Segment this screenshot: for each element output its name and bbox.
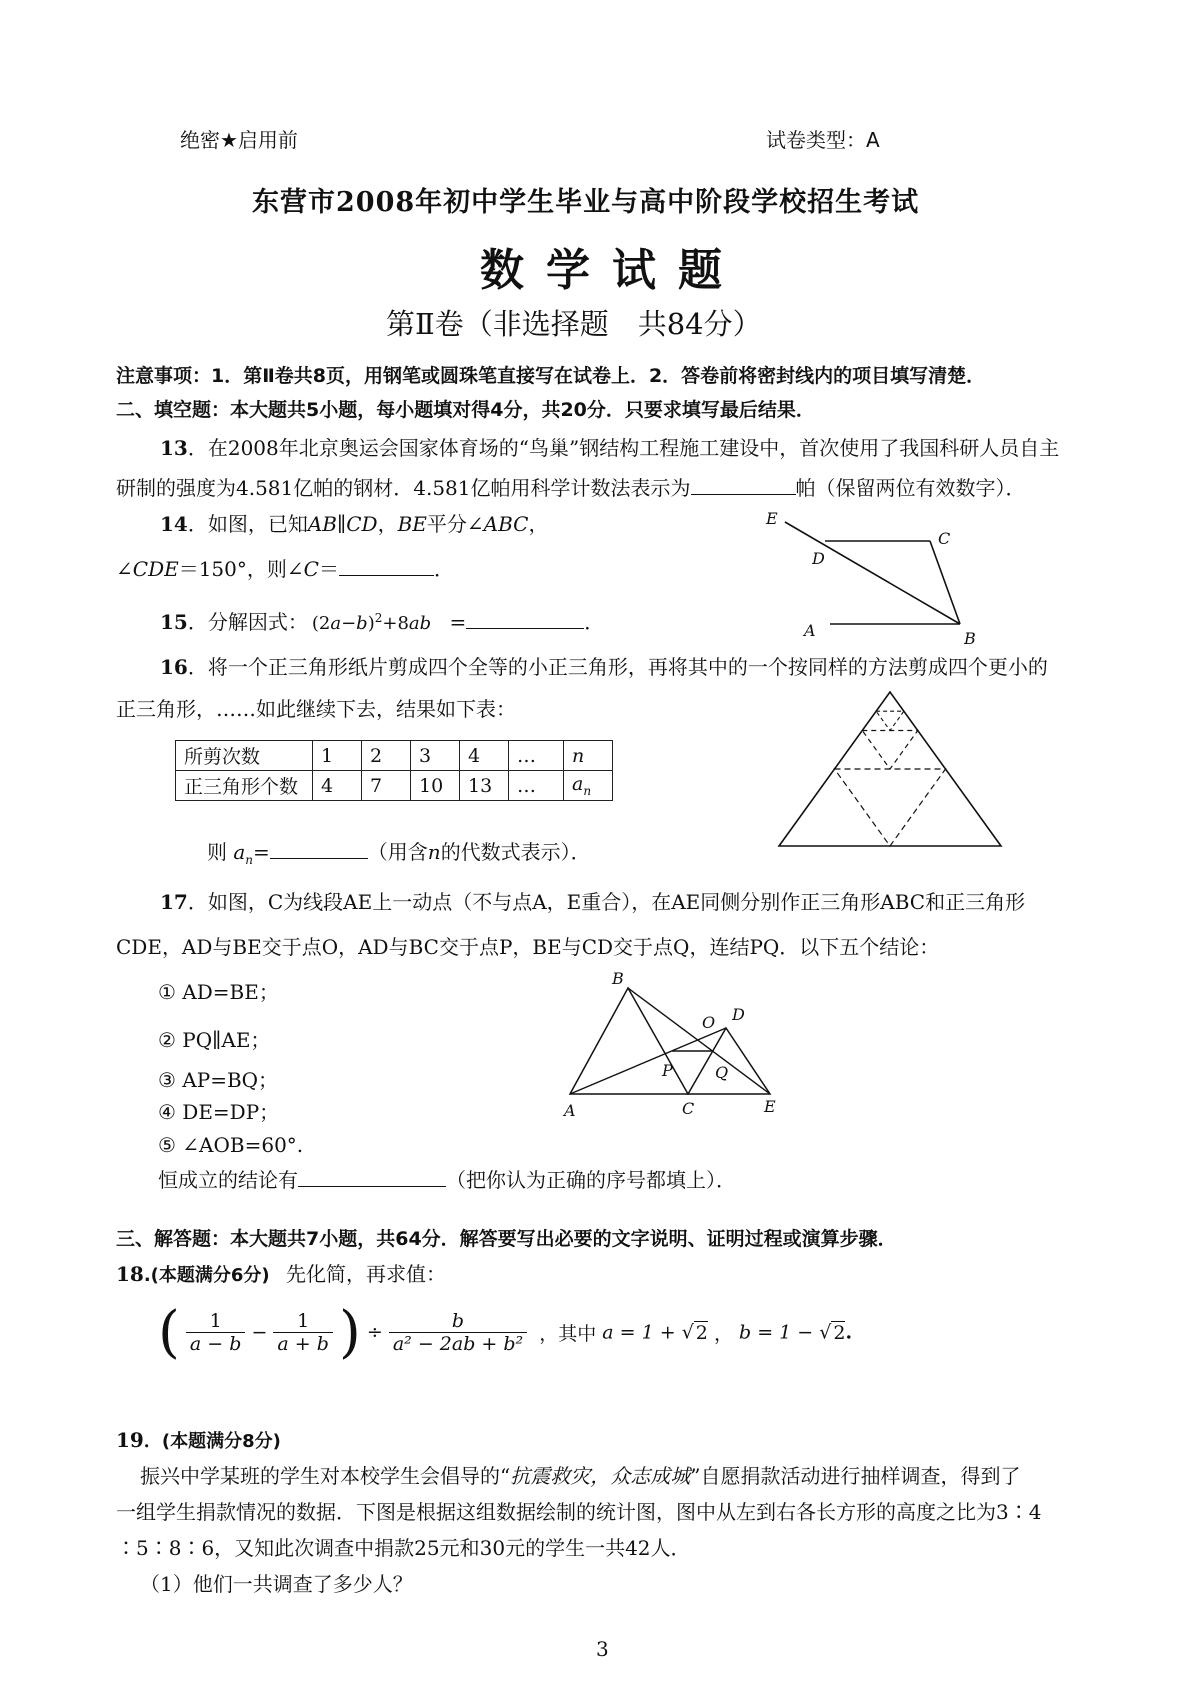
q14-ab-parallel-cd: AB∥CD xyxy=(307,512,378,536)
q19-line3: ∶5∶8∶6，又知此次调查中捐款25元和30元的学生一共42人． xyxy=(116,1536,691,1560)
q17-label-b: B xyxy=(612,970,624,988)
q16-ans-var: a xyxy=(233,840,246,864)
q18-expression xyxy=(158,1300,852,1365)
q14-label-b: B xyxy=(964,629,976,648)
q16-level1-triangle xyxy=(835,769,946,846)
q13-text2b: 帕（保留两位有效数字）． xyxy=(795,476,1026,500)
q15-var-a: a xyxy=(330,613,342,634)
q14-cde: CDE xyxy=(132,557,179,581)
q17-conclusion-1: ① AD=BE； xyxy=(158,980,279,1004)
q15-end: ． xyxy=(584,610,605,634)
q13-answer-blank[interactable] xyxy=(691,474,796,495)
q14-figure xyxy=(750,508,980,648)
q16-cell: n xyxy=(564,741,613,771)
q14-comma2: ， xyxy=(528,512,549,536)
q16-answer-line xyxy=(207,838,591,872)
q16-cell: … xyxy=(509,741,564,771)
q16-cell-an xyxy=(564,771,613,801)
q16-cell: 2 xyxy=(362,741,411,771)
table-row xyxy=(176,771,613,801)
q16-cell: … xyxy=(509,771,564,801)
q16-line2: 正三角形，……如此继续下去，结果如下表： xyxy=(116,697,516,721)
q14-c: C xyxy=(303,557,319,581)
q19-score: ．(本题满分8分) xyxy=(143,1431,281,1452)
q19-line1 xyxy=(140,1464,1020,1488)
page-number: 3 xyxy=(596,1637,609,1661)
q17-conclusion-2: ② PQ∥AE； xyxy=(158,1028,271,1052)
q14-comma: ， xyxy=(377,512,398,536)
q18-frac3-den: a² − 2ab + b² xyxy=(392,1333,524,1355)
q16-ans-text2: 的代数式表示）． xyxy=(440,840,591,864)
q19-heading xyxy=(116,1428,281,1454)
q18-line xyxy=(116,1262,446,1288)
q17-line1 xyxy=(160,890,1025,914)
q17-label-d: D xyxy=(732,1005,745,1024)
q14-angle: ∠ xyxy=(116,557,133,581)
q17-text1: ．如图，C为线段AE上一动点（不与点A，E重合），在AE同侧分别作正三角形ABC和正三角形 xyxy=(187,890,1026,914)
q16-number: 16 xyxy=(160,655,188,679)
notice-text: 注意事项：1．第Ⅱ卷共8页，用钢笔或圆珠笔直接写在试卷上．2．答卷前将密封线内的项目填写清楚． xyxy=(116,365,986,387)
q16-an-sub: n xyxy=(583,783,592,798)
q19-number: 19 xyxy=(116,1428,144,1452)
q14-end: ． xyxy=(433,557,454,581)
q16-cell: 3 xyxy=(411,741,460,771)
q14-label-c: C xyxy=(938,529,951,548)
q17-label-p: P xyxy=(662,1061,673,1080)
q16-cell: 13 xyxy=(460,771,509,801)
q15-paren: (2 xyxy=(311,613,331,634)
q14-line1 xyxy=(160,512,548,536)
q18-where: ，其中 xyxy=(539,1323,597,1345)
exam-title: 东营市2008年初中学生毕业与高中阶段学校招生考试 xyxy=(252,187,920,218)
q18-right-paren: ) xyxy=(338,1300,361,1365)
q15-exponent: 2 xyxy=(374,611,383,625)
q18-frac2 xyxy=(273,1310,333,1355)
subject-title: 数学试题 xyxy=(480,245,744,296)
q17-label-a: A xyxy=(564,1101,576,1120)
q17-answer-line xyxy=(158,1166,736,1192)
q18-sqrt-b-radicand: 2 xyxy=(833,1321,846,1344)
secret-label: 绝密★启用前 xyxy=(180,128,298,152)
q13-text2a: 研制的强度为4.581亿帕的钢材．4.581亿帕用科学计数法表示为 xyxy=(116,476,691,500)
q14-line2 xyxy=(116,555,454,581)
q14-be: BE xyxy=(397,512,427,536)
q17-figure xyxy=(560,970,790,1122)
q18-sqrt-a: √ 2 xyxy=(681,1321,708,1344)
q16-ans-text1: （用含 xyxy=(367,840,428,864)
q19-text1b: ”自愿捐款活动进行抽样调查，得到了 xyxy=(690,1464,1021,1488)
q14-text: ．如图，已知 xyxy=(187,512,308,536)
q17-line-be xyxy=(628,988,770,1094)
paper-type-label: 试卷类型：A xyxy=(766,128,880,152)
q17-label-q: Q xyxy=(715,1063,729,1082)
q16-cell: 4 xyxy=(313,771,362,801)
q15-plus: +8 xyxy=(382,613,409,634)
q17-answer-blank[interactable] xyxy=(298,1166,446,1187)
q18-frac1-num: 1 xyxy=(186,1310,246,1333)
section2-heading: 二、填空题：本大题共5小题，每小题填对得4分，共20分．只要求填写最后结果． xyxy=(116,399,815,421)
q17-label-o: O xyxy=(702,1013,716,1032)
q15-var-b: b xyxy=(356,613,368,634)
q17-ans-prefix: 恒成立的结论有 xyxy=(158,1168,298,1192)
q18-comma: ， xyxy=(713,1323,733,1345)
q14-bisects: 平分∠ xyxy=(426,512,484,536)
q18-end: . xyxy=(845,1321,853,1344)
section3-heading: 三、解答题：本大题共7小题，共64分．解答要写出必要的文字说明、证明过程或演算步骤． xyxy=(116,1228,897,1250)
q16-level2-triangle xyxy=(862,731,918,770)
q17-number: 17 xyxy=(160,890,188,914)
q13-number: 13 xyxy=(160,436,188,460)
q15-line xyxy=(160,606,604,636)
q14-number: 14 xyxy=(160,512,188,536)
q17-label-c: C xyxy=(682,1099,695,1118)
q13-text1: ．在2008年北京奥运会国家体育场的“鸟巢”钢结构工程施工建设中，首次使用了我国科研人员自主 xyxy=(187,436,1060,460)
q14-line-cb xyxy=(930,541,960,624)
q18-a-value: a = 1 + xyxy=(602,1321,682,1344)
q19-part1: （1）他们一共调查了多少人？ xyxy=(140,1572,413,1596)
q18-sqrt-a-radicand: 2 xyxy=(695,1321,708,1344)
q17-line-ad xyxy=(570,1028,729,1094)
q14-line-ed-b xyxy=(785,522,960,624)
table-row xyxy=(176,741,613,771)
q16-cell: 10 xyxy=(411,771,460,801)
q16-ans-n: n xyxy=(427,840,441,864)
q14-label-d: D xyxy=(812,549,825,568)
q19-text1a: 振兴中学某班的学生对本校学生会倡导的“ xyxy=(140,1464,511,1488)
q14-answer-blank[interactable] xyxy=(339,555,434,576)
q15-var-ab: ab xyxy=(408,613,432,634)
q13-line1 xyxy=(160,436,1059,460)
q16-cell: 1 xyxy=(313,741,362,771)
q18-sqrt-b: √ 2 xyxy=(819,1321,846,1344)
q15-answer-blank[interactable] xyxy=(466,608,584,629)
q15-close: ) xyxy=(367,613,375,634)
q14-value: ＝150°，则∠ xyxy=(178,557,304,581)
q18-score: .(本题满分6分) xyxy=(143,1265,270,1286)
q16-ans-eq: = xyxy=(253,840,270,864)
q18-text: 先化简，再求值： xyxy=(286,1262,447,1286)
q18-minus: − xyxy=(251,1321,268,1344)
q18-frac3-num: b xyxy=(389,1310,527,1333)
q15-label: ．分解因式： xyxy=(187,610,308,634)
q18-left-paren: ( xyxy=(158,1300,180,1365)
q16-line1 xyxy=(160,655,1048,679)
q15-number: 15 xyxy=(160,610,188,634)
q15-expression xyxy=(312,613,431,634)
q14-label-e: E xyxy=(766,509,778,528)
q18-divide: ÷ xyxy=(366,1321,383,1344)
q17-conclusion-4: ④ DE=DP； xyxy=(158,1100,280,1124)
q16-cell-header2: 正三角形个数 xyxy=(176,771,313,801)
q18-number: 18 xyxy=(116,1262,144,1286)
q18-frac2-num: 1 xyxy=(273,1310,333,1333)
q18-frac2-den: a + b xyxy=(277,1333,329,1355)
q16-triangle-figure xyxy=(775,690,1005,852)
q16-ans-sub: n xyxy=(245,853,254,867)
q16-text1: ．将一个正三角形纸片剪成四个全等的小正三角形，再将其中的一个按同样的方法剪成四个更小的 xyxy=(187,655,1048,679)
q19-line2: 一组学生捐款情况的数据．下图是根据这组数据绘制的统计图，图中从左到右各长方形的高度之比为3∶4 xyxy=(116,1500,1042,1524)
q18-frac1 xyxy=(186,1310,246,1355)
q18-frac3 xyxy=(389,1310,527,1355)
q17-label-e: E xyxy=(764,1097,776,1116)
q18-b-value: b = 1 − xyxy=(739,1321,820,1344)
q16-cell: 7 xyxy=(362,771,411,801)
q16-an-var: a xyxy=(572,773,584,796)
q18-frac1-den: a − b xyxy=(189,1333,242,1355)
q17-conclusion-5: ⑤ ∠AOB=60°. xyxy=(158,1133,304,1157)
q16-level3-triangle xyxy=(876,711,904,730)
q14-abc: ABC xyxy=(483,512,529,536)
q14-label-a: A xyxy=(804,621,816,640)
q16-cell: 4 xyxy=(460,741,509,771)
q15-eq: = xyxy=(449,610,467,634)
q17-ans-suffix: （把你认为正确的序号都填上）． xyxy=(446,1168,736,1192)
q17-conclusion-3: ③ AP=BQ； xyxy=(158,1068,279,1092)
q16-table xyxy=(175,740,613,801)
q16-cell-header1: 所剪次数 xyxy=(176,741,313,771)
volume-title: 第Ⅱ卷（非选择题 共84分） xyxy=(386,307,762,341)
q13-line2 xyxy=(116,474,1026,500)
q16-ans-prefix: 则 xyxy=(207,840,227,864)
q17-line2: CDE，AD与BE交于点O，AD与BC交于点P，BE与CD交于点Q，连结PQ．以下五个结论： xyxy=(116,935,940,959)
q14-eq: ＝ xyxy=(318,557,339,581)
q19-slogan: 抗震救灾，众志成城 xyxy=(510,1464,691,1488)
q15-minus: − xyxy=(341,613,357,634)
q16-answer-blank[interactable] xyxy=(270,838,368,859)
